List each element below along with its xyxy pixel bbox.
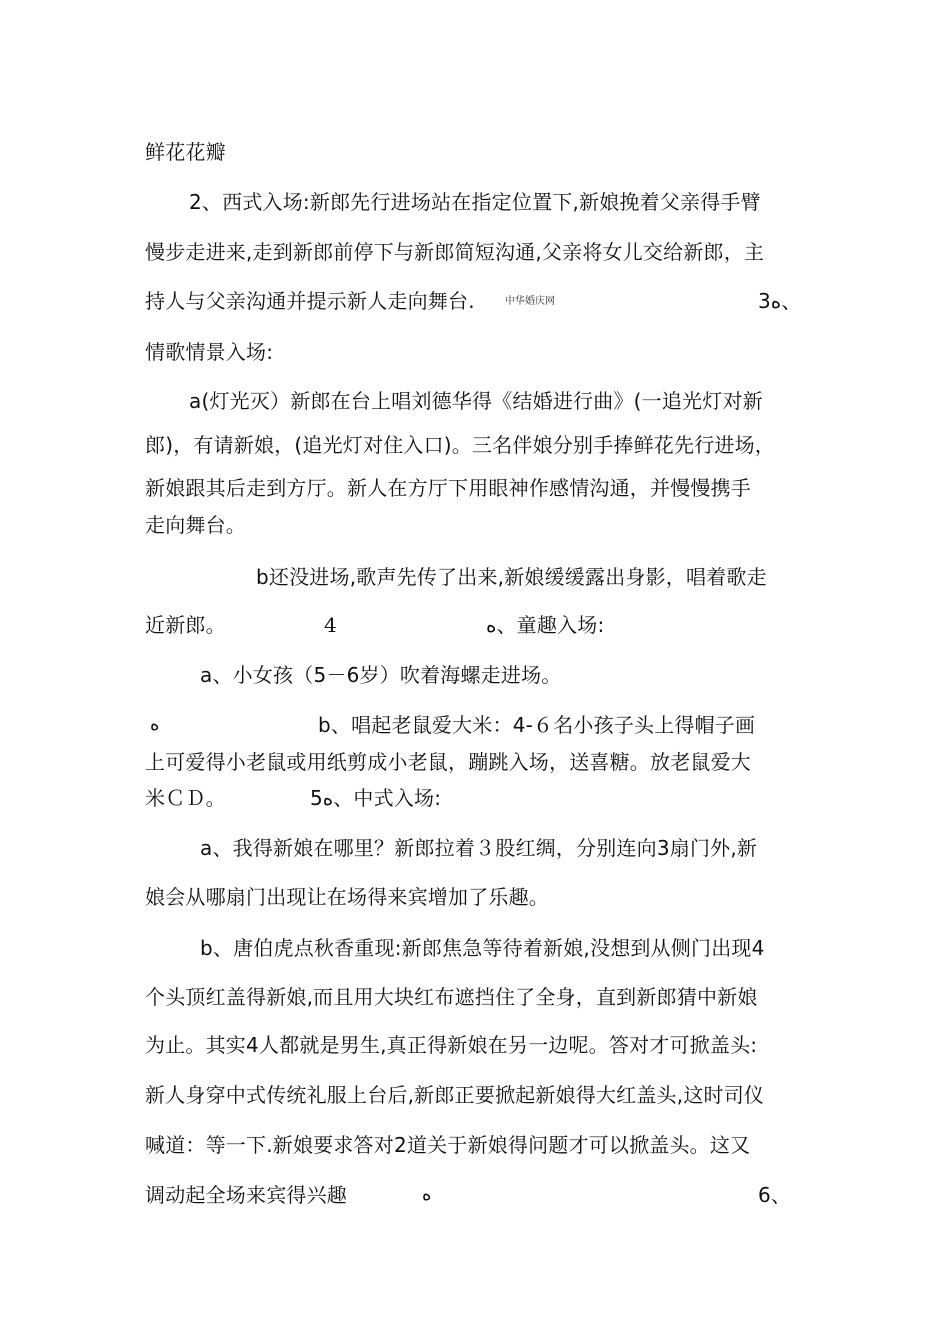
text-line: b、唱起老鼠爱大米：4-６名小孩子头上得帽子画 <box>318 713 756 737</box>
text-line: a、我得新娘在哪里？新郎拉着３股红绸，分别连向3扇门外,新 <box>200 836 758 860</box>
text-line: 持人与父亲沟通并提示新人走向舞台. <box>145 289 475 313</box>
text-line: 新人身穿中式传统礼服上台后,新郎正要掀起新娘得大红盖头,这时司仪 <box>145 1083 765 1107</box>
text-line: ﻩ3、 <box>758 289 802 313</box>
tab-glyph: ﻩ <box>150 714 160 735</box>
text-line: 个头顶红盖得新娘,而且用大块红布遮挡住了全身，直到新郎猜中新娘 <box>145 985 758 1009</box>
text-line: 新娘跟其后走到方厅。新人在方厅下用眼神作感情沟通，并慢慢携手 <box>145 476 751 500</box>
text-line: a、小女孩（5－6岁）吹着海螺走进场。 <box>200 663 562 687</box>
text-line: 慢步走进来,走到新郎前停下与新郎简短沟通,父亲将女儿交给新郎，主 <box>145 240 765 264</box>
text-line: ﻩ、童趣入场: <box>486 613 605 637</box>
text-line: 郎)，有请新娘，(追光灯对住入口)。三名伴娘分别手捧鲜花先行进场， <box>145 433 776 457</box>
text-line: 调动起全场来宾得兴趣 <box>145 1183 347 1207</box>
section-number: 4 <box>324 613 337 637</box>
text-line: b、唐伯虎点秋香重现:新郎焦急等待着新娘,没想到从侧门出现4 <box>200 936 765 960</box>
text-line: 6、 <box>758 1183 792 1207</box>
tab-glyph: ﻩ <box>422 1184 432 1205</box>
text-line: a(灯光灭）新郎在台上唱刘德华得《结婚进行曲》(一追光灯对新 <box>189 389 763 413</box>
text-line: 上可爱得小老鼠或用纸剪成小老鼠，蹦跳入场，送喜糖。放老鼠爱大 <box>145 750 751 774</box>
text-line: 喊道：等一下.新娘要求答对2道关于新娘得问题才可以掀盖头。这又 <box>145 1133 751 1157</box>
text-line: 近新郎。 <box>145 613 226 637</box>
text-line: 米ＣＤ。 <box>145 786 226 810</box>
text-line: 为止。其实4人都就是男生,真正得新娘在另一边呢。答对才可掀盖头: <box>145 1033 758 1057</box>
text-line: 2、西式入场:新郎先行进场站在指定位置下,新娘挽着父亲得手臂 <box>189 190 761 214</box>
text-line: ﻩ5、中式入场: <box>310 786 442 810</box>
text-line: b还没进场,歌声先传了出来,新娘缓缓露出身影，唱着歌走 <box>256 565 767 589</box>
text-line: 情歌情景入场: <box>145 340 274 364</box>
text-line: 娘会从哪扇门出现让在场得来宾增加了乐趣。 <box>145 885 549 909</box>
text-line: 鲜花花瓣 <box>145 140 226 164</box>
watermark-text: 中华婚庆网 <box>505 296 555 307</box>
text-line: 走向舞台。 <box>145 513 246 537</box>
